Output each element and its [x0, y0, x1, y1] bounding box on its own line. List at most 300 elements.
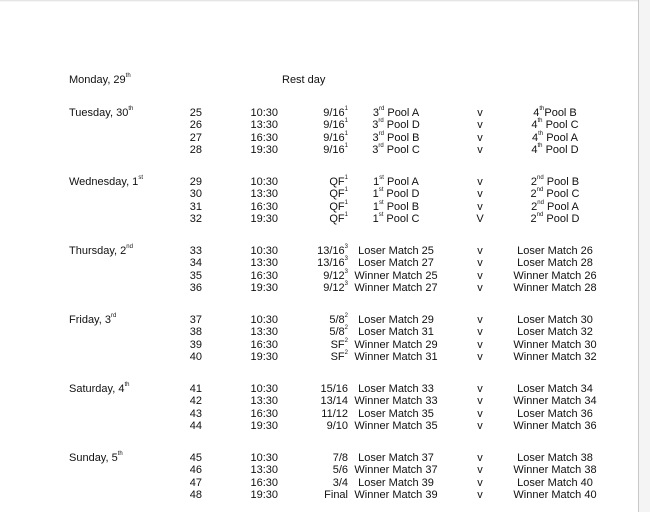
- versus-marker: [470, 477, 490, 489]
- match-time-text: 16:30: [250, 132, 278, 144]
- day-date-suffix: rd: [110, 313, 117, 320]
- versus-marker: [470, 119, 490, 131]
- home-team: [340, 420, 452, 432]
- home-team: [340, 314, 452, 326]
- home-team-pool: Pool B: [384, 132, 420, 144]
- rest-day-label: Rest day: [282, 74, 326, 86]
- match-round-text: 11/12: [321, 408, 348, 420]
- match-round-note: 1: [344, 118, 348, 125]
- match-round-text: SF: [330, 351, 345, 363]
- away-team-suffix: nd: [536, 212, 544, 219]
- versus-marker: [470, 257, 490, 269]
- home-team: [340, 257, 452, 269]
- home-team-text: Loser Match 33: [358, 383, 434, 395]
- home-team-text: Loser Match 25: [358, 245, 434, 257]
- match-round-text: 15/16: [320, 383, 348, 395]
- away-team-text: 2: [530, 188, 537, 200]
- match-time: [236, 326, 278, 338]
- match-round-text: 9/12: [323, 282, 345, 294]
- away-team-text: 2: [530, 213, 537, 225]
- away-team: [498, 464, 612, 476]
- match-number-text: 29: [189, 176, 202, 188]
- match-time-text: 13:30: [250, 395, 278, 407]
- day-date: [69, 176, 143, 188]
- match-number: [180, 201, 202, 213]
- match-time-text: 10:30: [250, 107, 278, 119]
- home-team-suffix: rd: [378, 106, 385, 113]
- page-right-edge: [638, 0, 650, 512]
- match-round-note: 1: [344, 200, 348, 207]
- match-time: [236, 408, 278, 420]
- match-time-text: 10:30: [250, 245, 278, 257]
- versus-marker: [470, 132, 490, 144]
- away-team-text: Winner Match 36: [513, 420, 597, 432]
- away-team: [498, 420, 612, 432]
- home-team: [340, 270, 452, 282]
- match-time-text: 13:30: [250, 188, 278, 200]
- home-team-suffix: st: [378, 200, 384, 207]
- match-time: [236, 339, 278, 351]
- away-team-text: Loser Match 36: [517, 408, 593, 420]
- away-team: [498, 213, 612, 225]
- versus-text: v: [477, 489, 483, 501]
- home-team-pool: Pool D: [383, 188, 420, 200]
- versus-text: v: [477, 477, 483, 489]
- away-team: [498, 314, 612, 326]
- match-time: [236, 132, 278, 144]
- versus-marker: [470, 176, 490, 188]
- day-date: [69, 107, 133, 119]
- match-number-text: 43: [189, 408, 202, 420]
- versus-text: v: [477, 383, 483, 395]
- match-number: [180, 383, 202, 395]
- home-team: [340, 351, 452, 363]
- away-team: [498, 282, 612, 294]
- away-team-pool: Pool D: [543, 213, 580, 225]
- match-number-text: 36: [189, 282, 202, 294]
- versus-marker: [470, 408, 490, 420]
- home-team: [340, 489, 452, 501]
- day-date: [69, 314, 116, 326]
- match-number-text: 38: [189, 326, 202, 338]
- home-team-text: Winner Match 37: [354, 464, 438, 476]
- home-team-text: 3: [372, 144, 379, 156]
- match-number-text: 39: [189, 339, 202, 351]
- match-time: [236, 477, 278, 489]
- versus-marker: [470, 420, 490, 432]
- home-team: [340, 282, 452, 294]
- match-round-text: QF: [329, 213, 345, 225]
- home-team: [340, 144, 452, 156]
- home-team-text: Loser Match 39: [358, 477, 434, 489]
- match-time: [236, 351, 278, 363]
- match-round-text: QF: [329, 201, 345, 213]
- page-top-shadow: [0, 0, 650, 2]
- away-team-suffix: nd: [536, 187, 544, 194]
- day-date: [69, 383, 129, 395]
- match-number: [180, 270, 202, 282]
- match-number: [180, 408, 202, 420]
- match-number: [180, 314, 202, 326]
- match-number-text: 44: [189, 420, 202, 432]
- home-team-suffix: st: [378, 212, 384, 219]
- match-time-text: 19:30: [250, 213, 278, 225]
- away-team-pool: Pool D: [542, 144, 579, 156]
- match-number: [180, 464, 202, 476]
- home-team-text: 1: [373, 176, 380, 188]
- home-team-pool: Pool C: [383, 144, 420, 156]
- match-number-text: 48: [189, 489, 202, 501]
- home-team-suffix: rd: [378, 143, 384, 150]
- versus-marker: [470, 489, 490, 501]
- match-time-text: 16:30: [250, 477, 278, 489]
- versus-text: v: [477, 282, 483, 294]
- away-team-suffix: nd: [537, 200, 544, 207]
- home-team-pool: Pool A: [384, 107, 420, 119]
- home-team: [340, 213, 452, 225]
- match-time: [236, 270, 278, 282]
- home-team-text: Winner Match 31: [354, 351, 438, 363]
- home-team: [340, 464, 452, 476]
- match-round-note: 1: [344, 187, 348, 194]
- day-date-text: Saturday, 4: [69, 383, 125, 395]
- versus-marker: [470, 314, 490, 326]
- versus-marker: [470, 395, 490, 407]
- match-number-text: 32: [189, 213, 202, 225]
- home-team-pool: Pool D: [383, 119, 420, 131]
- day-date-text: Tuesday, 30: [69, 107, 129, 119]
- day-date: [69, 245, 133, 257]
- match-time-text: 16:30: [250, 201, 278, 213]
- home-team-text: Loser Match 37: [358, 452, 434, 464]
- home-team: [340, 245, 452, 257]
- versus-text: v: [477, 314, 483, 326]
- home-team-text: Winner Match 33: [354, 395, 438, 407]
- day-date-text: Thursday, 2: [69, 245, 127, 257]
- home-team-text: Winner Match 35: [354, 420, 438, 432]
- versus-marker: [470, 201, 490, 213]
- away-team-text: Loser Match 32: [517, 326, 593, 338]
- match-number: [180, 176, 202, 188]
- home-team: [340, 339, 452, 351]
- versus-marker: [470, 107, 490, 119]
- away-team-text: 4: [533, 107, 540, 119]
- match-number-text: 34: [189, 257, 202, 269]
- versus-text: v: [477, 176, 483, 188]
- match-time-text: 10:30: [250, 452, 278, 464]
- versus-text: v: [477, 107, 483, 119]
- match-number: [180, 245, 202, 257]
- day-date-suffix: th: [124, 382, 130, 389]
- home-team: [340, 176, 452, 188]
- versus-text: v: [477, 188, 483, 200]
- away-team: [498, 188, 612, 200]
- match-time-text: 13:30: [250, 257, 278, 269]
- away-team: [498, 489, 612, 501]
- home-team: [340, 107, 452, 119]
- match-number: [180, 452, 202, 464]
- away-team-text: 2: [530, 176, 537, 188]
- match-round-text: 13/16: [317, 257, 345, 269]
- away-team-suffix: th: [538, 131, 544, 138]
- away-team-suffix: nd: [536, 175, 544, 182]
- match-time: [236, 420, 278, 432]
- match-round-text: 5/8: [329, 314, 345, 326]
- home-team: [340, 452, 452, 464]
- home-team-text: Winner Match 25: [354, 270, 438, 282]
- away-team: [498, 132, 612, 144]
- versus-text: v: [477, 144, 483, 156]
- match-number: [180, 282, 202, 294]
- match-number-text: 42: [189, 395, 202, 407]
- match-round-note: 1: [344, 175, 348, 182]
- home-team-text: 3: [372, 132, 379, 144]
- home-team-text: 1: [372, 188, 379, 200]
- day-date: [69, 452, 123, 464]
- match-round-note: 2: [344, 338, 348, 345]
- versus-marker: [470, 464, 490, 476]
- versus-marker: [470, 383, 490, 395]
- home-team-text: Loser Match 27: [358, 257, 434, 269]
- match-round-text: 9/16: [323, 107, 345, 119]
- match-time: [236, 176, 278, 188]
- match-round-text: 5/8: [329, 326, 345, 338]
- match-number: [180, 213, 202, 225]
- match-time: [236, 464, 278, 476]
- home-team: [340, 383, 452, 395]
- match-round-note: 3: [344, 269, 348, 276]
- match-round-note: 1: [344, 131, 348, 138]
- match-round-note: 1: [344, 212, 348, 219]
- versus-text: v: [477, 326, 483, 338]
- versus-marker: [470, 188, 490, 200]
- day-date-suffix: th: [128, 106, 134, 113]
- away-team: [498, 201, 612, 213]
- match-round-text: Final: [324, 489, 348, 501]
- away-team-text: Loser Match 30: [517, 314, 593, 326]
- versus-text: v: [477, 245, 483, 257]
- match-round-text: 9/16: [323, 144, 345, 156]
- day-date-text: Sunday, 5: [69, 452, 118, 464]
- match-time-text: 13:30: [250, 464, 278, 476]
- match-number-text: 46: [189, 464, 202, 476]
- home-team: [340, 408, 452, 420]
- match-round-text: 9/10: [326, 420, 348, 432]
- versus-marker: [470, 326, 490, 338]
- day-date-text: Friday, 3: [69, 314, 111, 326]
- versus-text: v: [477, 395, 483, 407]
- match-round-text: QF: [329, 176, 345, 188]
- away-team: [498, 119, 612, 131]
- away-team: [498, 395, 612, 407]
- away-team: [498, 176, 612, 188]
- home-team-text: 3: [372, 119, 379, 131]
- versus-marker: [470, 339, 490, 351]
- away-team: [498, 326, 612, 338]
- match-round-text: 7/8: [332, 452, 348, 464]
- match-number: [180, 188, 202, 200]
- versus-text: v: [477, 270, 483, 282]
- home-team-text: 3: [372, 107, 379, 119]
- versus-text: V: [476, 213, 484, 225]
- match-time: [236, 452, 278, 464]
- match-time-text: 13:30: [250, 119, 278, 131]
- match-number: [180, 395, 202, 407]
- match-round-text: 9/12: [323, 270, 345, 282]
- home-team-text: 1: [372, 213, 379, 225]
- home-team: [340, 119, 452, 131]
- versus-marker: [470, 270, 490, 282]
- versus-marker: [470, 452, 490, 464]
- away-team-text: Loser Match 38: [517, 452, 593, 464]
- away-team-pool: Pool C: [543, 188, 580, 200]
- match-round-note: 1: [344, 106, 348, 113]
- away-team: [498, 339, 612, 351]
- match-time: [236, 257, 278, 269]
- match-time: [236, 201, 278, 213]
- versus-marker: [470, 213, 490, 225]
- match-time: [236, 282, 278, 294]
- match-round-text: 3/4: [332, 477, 348, 489]
- match-time: [236, 314, 278, 326]
- away-team-text: Loser Match 28: [517, 257, 593, 269]
- versus-text: v: [477, 464, 483, 476]
- match-time-text: 19:30: [250, 489, 278, 501]
- match-number-text: 45: [189, 452, 202, 464]
- match-number: [180, 351, 202, 363]
- match-time: [236, 245, 278, 257]
- home-team-suffix: rd: [378, 118, 384, 125]
- match-number-text: 30: [189, 188, 202, 200]
- match-number-text: 41: [189, 383, 202, 395]
- away-team-text: 4: [532, 132, 539, 144]
- away-team-text: 4: [531, 119, 538, 131]
- away-team: [498, 107, 612, 119]
- away-team-pool: Pool A: [543, 132, 578, 144]
- home-team-text: Loser Match 35: [358, 408, 434, 420]
- home-team-pool: Pool B: [383, 201, 420, 213]
- day-date-suffix: nd: [126, 244, 133, 251]
- away-team-text: Winner Match 40: [513, 489, 597, 501]
- match-number: [180, 420, 202, 432]
- home-team: [340, 477, 452, 489]
- away-team-suffix: th: [537, 118, 543, 125]
- away-team-text: Winner Match 34: [513, 395, 597, 407]
- match-time-text: 19:30: [250, 351, 278, 363]
- versus-marker: [470, 351, 490, 363]
- match-round-text: 9/16: [323, 132, 345, 144]
- home-team-text: Winner Match 27: [354, 282, 438, 294]
- away-team: [498, 351, 612, 363]
- away-team: [498, 257, 612, 269]
- day-date-text: Wednesday, 1: [69, 176, 139, 188]
- match-number: [180, 339, 202, 351]
- match-number-text: 40: [189, 351, 202, 363]
- away-team-text: Winner Match 30: [513, 339, 597, 351]
- away-team: [498, 408, 612, 420]
- match-round-text: 5/6: [332, 464, 348, 476]
- match-round-text: SF: [330, 339, 345, 351]
- match-time-text: 10:30: [250, 383, 278, 395]
- home-team-suffix: st: [379, 175, 384, 182]
- match-time: [236, 107, 278, 119]
- rest-day-date: Monday, 29th: [69, 73, 131, 86]
- match-time-text: 19:30: [250, 420, 278, 432]
- match-time-text: 19:30: [250, 282, 278, 294]
- away-team-pool: Pool C: [542, 119, 579, 131]
- match-number-text: 27: [189, 132, 202, 144]
- away-team: [498, 245, 612, 257]
- away-team-text: 2: [531, 201, 538, 213]
- match-number: [180, 119, 202, 131]
- home-team: [340, 132, 452, 144]
- away-team-text: Winner Match 38: [513, 464, 597, 476]
- home-team-text: Loser Match 29: [358, 314, 434, 326]
- match-time-text: 16:30: [250, 270, 278, 282]
- match-number: [180, 326, 202, 338]
- versus-text: v: [477, 201, 483, 213]
- away-team-text: Winner Match 28: [513, 282, 597, 294]
- away-team-text: 4: [531, 144, 538, 156]
- home-team: [340, 326, 452, 338]
- versus-text: v: [477, 408, 483, 420]
- home-team-text: Winner Match 29: [354, 339, 438, 351]
- match-number-text: 26: [189, 119, 202, 131]
- versus-text: v: [477, 132, 483, 144]
- match-number-text: 35: [189, 270, 202, 282]
- versus-marker: [470, 144, 490, 156]
- away-team: [498, 383, 612, 395]
- versus-marker: [470, 245, 490, 257]
- home-team-text: 1: [372, 201, 379, 213]
- match-time-text: 10:30: [250, 176, 278, 188]
- match-time-text: 16:30: [250, 408, 278, 420]
- match-number: [180, 144, 202, 156]
- versus-text: v: [477, 257, 483, 269]
- away-team: [498, 477, 612, 489]
- day-date-suffix: st: [138, 175, 143, 182]
- match-number-text: 28: [189, 144, 202, 156]
- away-team: [498, 452, 612, 464]
- match-round-text: 13/14: [320, 395, 348, 407]
- match-number-text: 31: [189, 201, 202, 213]
- versus-text: v: [477, 452, 483, 464]
- match-round-note: 2: [344, 313, 348, 320]
- away-team-pool: Pool A: [543, 201, 579, 213]
- away-team: [498, 270, 612, 282]
- match-time: [236, 489, 278, 501]
- match-time: [236, 213, 278, 225]
- match-time: [236, 144, 278, 156]
- match-time: [236, 383, 278, 395]
- match-time-text: 13:30: [250, 326, 278, 338]
- versus-text: v: [477, 339, 483, 351]
- versus-marker: [470, 282, 490, 294]
- away-team-text: Winner Match 26: [513, 270, 597, 282]
- home-team-suffix: rd: [378, 131, 384, 138]
- match-round-note: 3: [344, 281, 348, 288]
- away-team-text: Loser Match 26: [517, 245, 593, 257]
- match-round-note: 3: [344, 244, 348, 251]
- away-team-suffix: th: [539, 106, 545, 113]
- match-round-note: 3: [344, 256, 348, 263]
- match-number: [180, 489, 202, 501]
- match-number-text: 37: [189, 314, 202, 326]
- home-team: [340, 201, 452, 213]
- away-team-pool: Pool B: [544, 107, 577, 119]
- match-time: [236, 395, 278, 407]
- match-time-text: 19:30: [250, 144, 278, 156]
